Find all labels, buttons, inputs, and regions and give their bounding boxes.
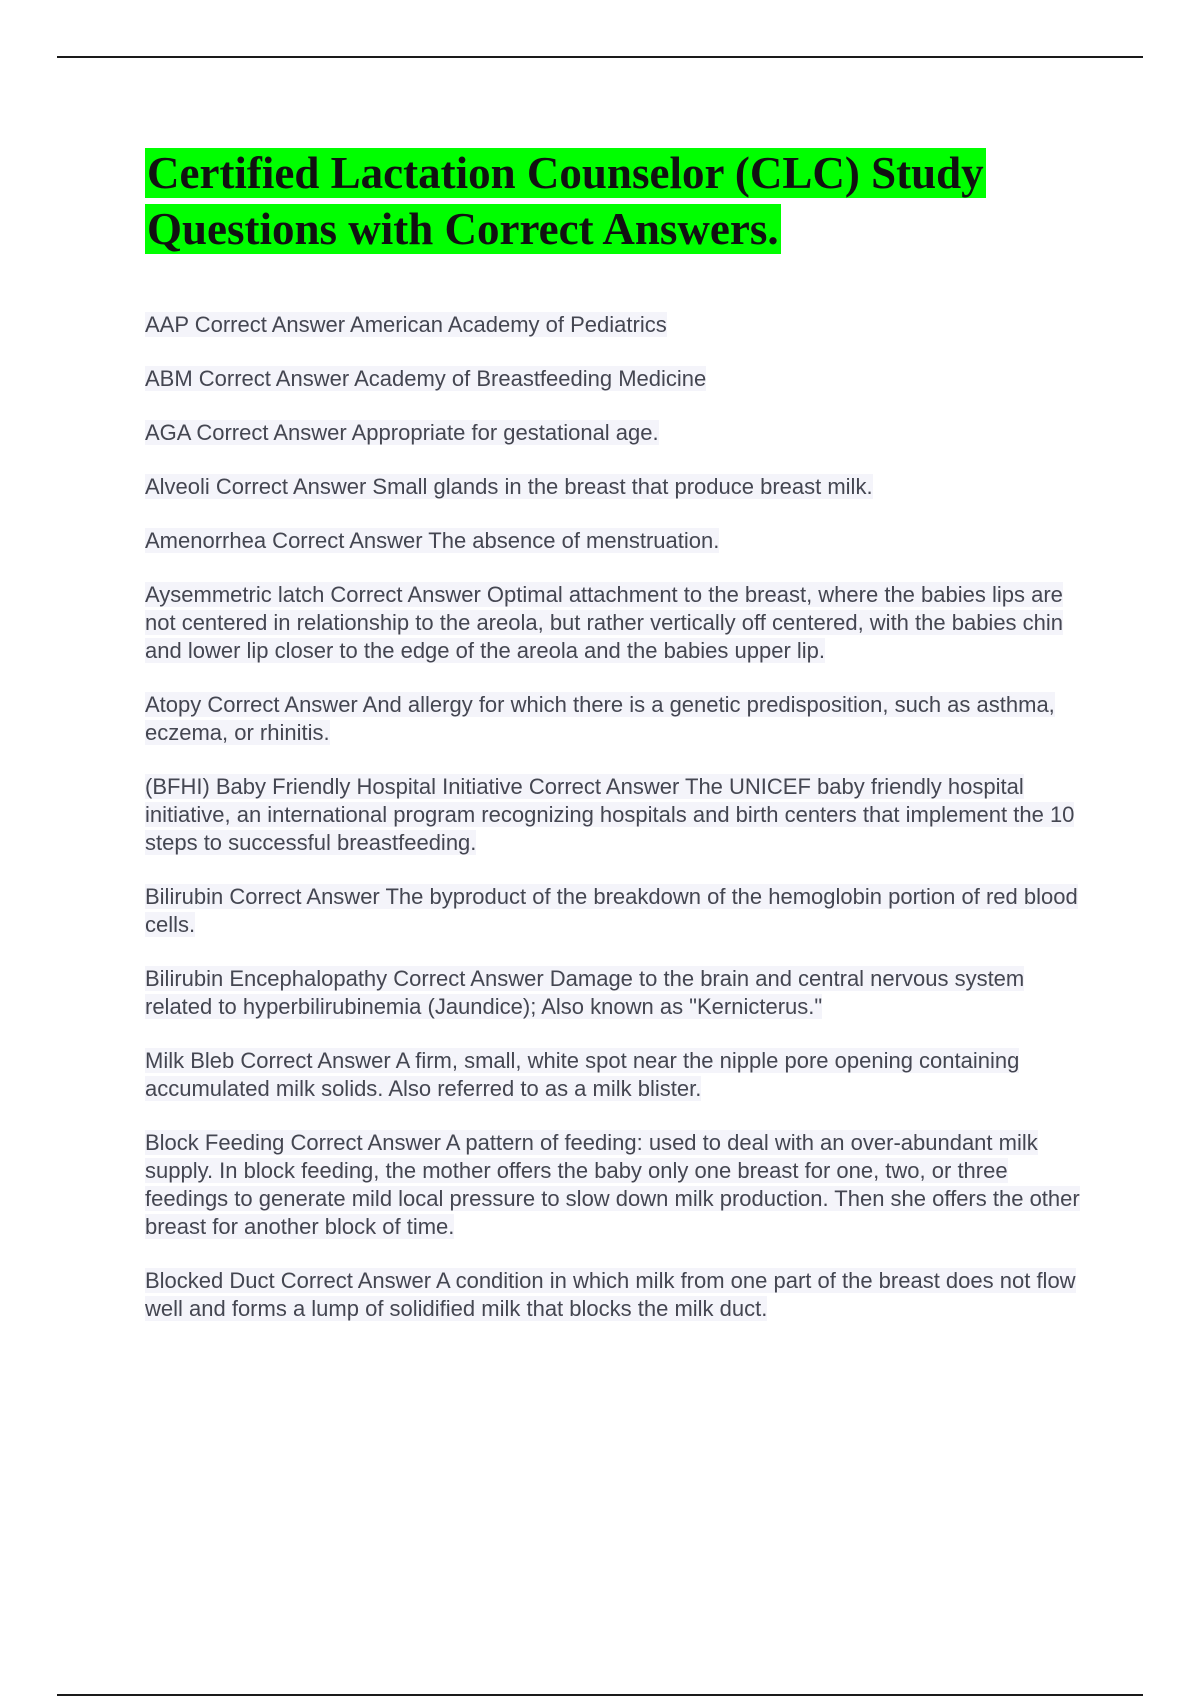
entry-text: Amenorrhea Correct Answer The absence of menstruation.: [145, 528, 720, 553]
entry-text: ABM Correct Answer Academy of Breastfeeding Medicine: [145, 366, 707, 391]
entry-bilirubin: [145, 883, 1090, 939]
entry-text: Bilirubin Encephalopathy Correct Answer Damage to the brain and central nervous system related to hyperbilirubinemia (Jaundice); Also known as "Kernicterus.": [145, 966, 1025, 1019]
entry-milk-bleb: [145, 1047, 1090, 1103]
entry-aga: [145, 419, 1090, 447]
entry-list: [145, 311, 1090, 1349]
entry-text: Blocked Duct Correct Answer A condition in which milk from one part of the breast does not flow well and forms a lump of solidified milk that blocks the milk duct.: [145, 1268, 1076, 1321]
entry-text: AGA Correct Answer Appropriate for gestational age.: [145, 420, 659, 445]
entry-text: (BFHI) Baby Friendly Hospital Initiative Correct Answer The UNICEF baby friendly hospital initiative, an international program recognizing hospitals and birth centers that implement the 10 steps to successful breastfeeding.: [145, 774, 1075, 855]
entry-alveoli: [145, 473, 1090, 501]
header-rule: [57, 56, 1143, 58]
document-title-text: Certified Lactation Counselor (CLC) Study Questions with Correct Answers.: [147, 148, 984, 254]
footer-rule: [57, 1694, 1143, 1696]
entry-blocked-duct: [145, 1267, 1090, 1323]
entry-text: Milk Bleb Correct Answer A firm, small, white spot near the nipple pore opening containing accumulated milk solids. Also referred to as a milk blister.: [145, 1048, 1020, 1101]
entry-amenorrhea: [145, 527, 1090, 555]
entry-text: Block Feeding Correct Answer A pattern of feeding: used to deal with an over-abundant milk supply. In block feeding, the mother offers the baby only one breast for one, two, or three feedings to generate mild local pressure to slow down milk production. Then she offers the other breast for another block of time.: [145, 1130, 1080, 1239]
entry-aap: [145, 311, 1090, 339]
document-title: [145, 145, 1080, 257]
entry-text: AAP Correct Answer American Academy of Pediatrics: [145, 312, 667, 337]
entry-bfhi: [145, 773, 1090, 857]
entry-asymmetric-latch: [145, 581, 1090, 665]
entry-bilirubin-encephalopathy: [145, 965, 1090, 1021]
entry-text: Alveoli Correct Answer Small glands in the breast that produce breast milk.: [145, 474, 873, 499]
entry-text: Atopy Correct Answer And allergy for which there is a genetic predisposition, such as asthma, eczema, or rhinitis.: [145, 692, 1055, 745]
entry-atopy: [145, 691, 1090, 747]
entry-text: Bilirubin Correct Answer The byproduct of the breakdown of the hemoglobin portion of red blood cells.: [145, 884, 1078, 937]
title-block: [145, 145, 1080, 257]
entry-abm: [145, 365, 1090, 393]
entry-block-feeding: [145, 1129, 1090, 1241]
entry-text: Aysemmetric latch Correct Answer Optimal attachment to the breast, where the babies lips are not centered in relationship to the areola, but rather vertically off centered, with the babies chin and lower lip closer to the edge of the areola and the babies upper lip.: [145, 582, 1064, 663]
